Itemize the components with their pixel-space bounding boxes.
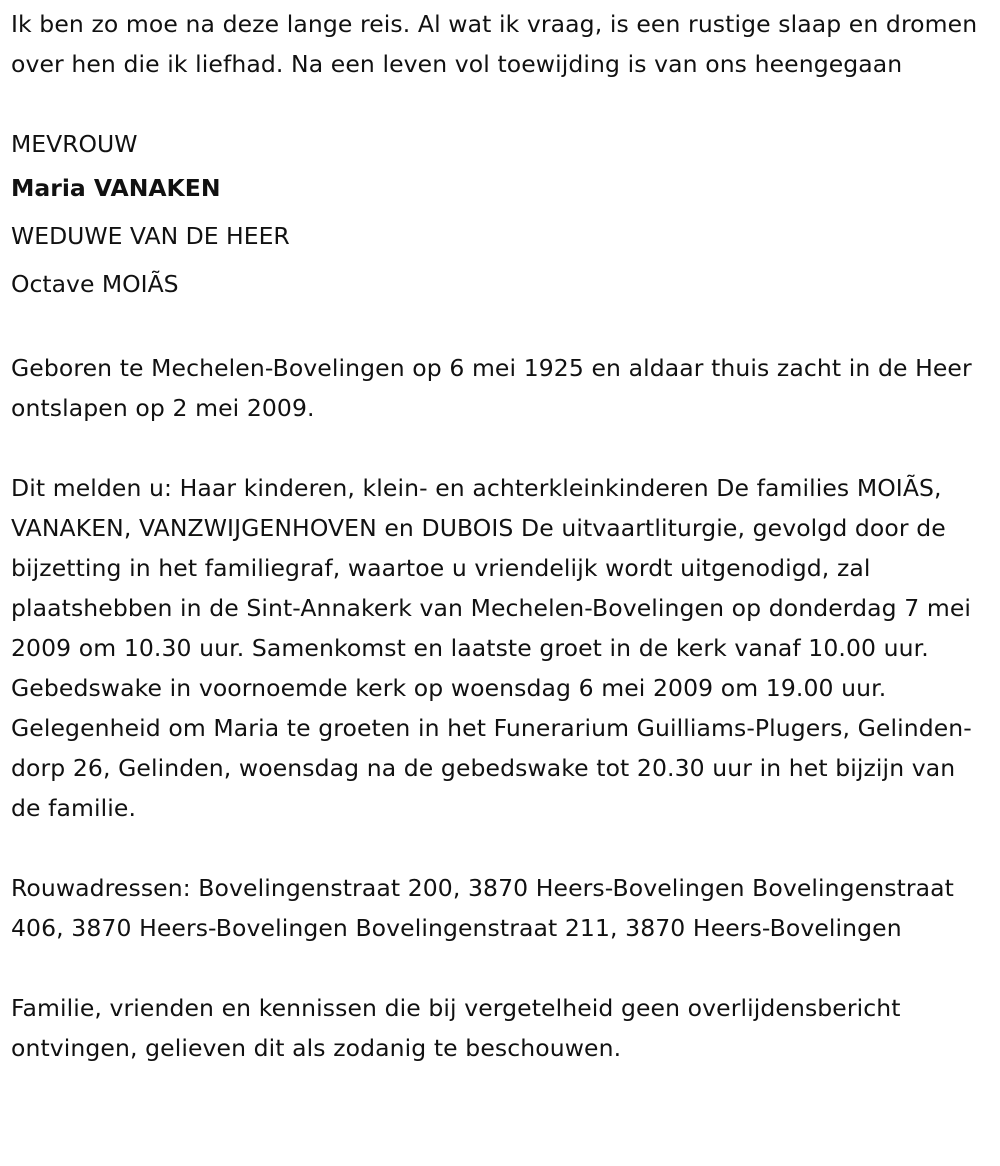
spouse-name: Octave MOIÃS bbox=[11, 270, 179, 298]
spacer bbox=[11, 84, 988, 124]
addresses-paragraph: Rouwadressen: Bovelingenstraat 200, 3870 Heers-Bovelingen Bovelingenstraat 406, 3870 Heers-Bovelingen Bovelingenstraat 211, 3870 Heers-Bovelingen bbox=[11, 874, 954, 942]
spacer bbox=[11, 428, 988, 468]
spacer bbox=[11, 308, 988, 348]
birth-death-paragraph: Geboren te Mechelen-Bovelingen op 6 mei 1925 en aldaar thuis zacht in de Heer ontslapen op 2 mei 2009. bbox=[11, 354, 972, 422]
title-line: MEVROUW bbox=[11, 130, 138, 158]
intro-paragraph: Ik ben zo moe na deze lange reis. Al wat ik vraag, is een rustige slaap en dromen over hen die ik liefhad. Na een leven vol toewijding is van ons heengegaan bbox=[11, 10, 978, 78]
spacer bbox=[11, 948, 988, 988]
closing-paragraph: Familie, vrienden en kennissen die bij vergetelheid geen overlijdensbericht ontvingen, gelieven dit als zodanig te beschouwen. bbox=[11, 994, 901, 1062]
spacer bbox=[11, 828, 988, 868]
deceased-name: Maria VANAKEN bbox=[11, 174, 221, 202]
announcement-paragraph: Dit melden u: Haar kinderen, klein- en achterkleinkinderen De families MOIÃS, VANAKEN, VANZWIJGENHOVEN en DUBOIS De uitvaartliturgie, gevolgd door de bijzetting in het familiegraf, waartoe u vriendelijk wordt uitgenodigd, zal plaatshebben in de Sint-Annakerk van Mechelen-Bovelingen op donderdag 7 mei 2009 om 10.30 uur. Samenkomst en laatste groet in de kerk vanaf 10.00 uur. Gebedswake in voornoemde kerk op woensdag 6 mei 2009 om 19.00 uur. Gelegenheid om Maria te groeten in het Funerarium Guilliams-Plugers, Gelinden-dorp 26, Gelinden, woensdag na de gebedswake tot 20.30 uur in het bijzijn van de familie. bbox=[11, 474, 972, 822]
relation-line: WEDUWE VAN DE HEER bbox=[11, 222, 290, 250]
